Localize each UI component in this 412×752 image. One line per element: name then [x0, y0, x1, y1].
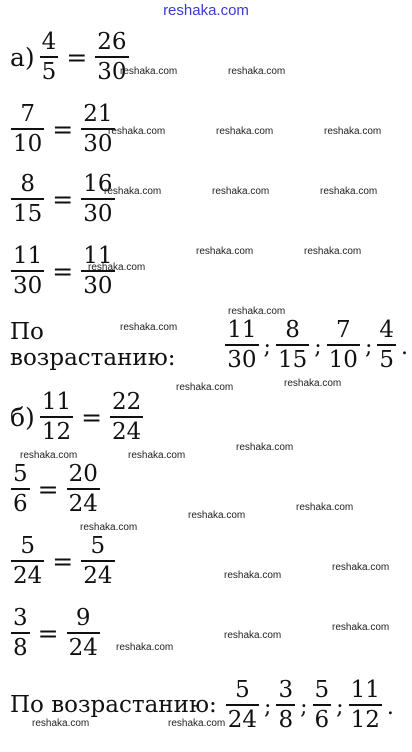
watermark: reshaka.com	[120, 66, 178, 77]
ascending-a	[10, 316, 412, 374]
separator: ;	[264, 694, 272, 720]
watermark: reshaka.com	[212, 186, 270, 197]
watermark: reshaka.com	[88, 262, 146, 273]
watermark: reshaka.com	[216, 126, 274, 137]
fraction: $\frac{5}{24}$	[227, 677, 258, 733]
equals-sign: =	[66, 42, 88, 72]
fraction: $\frac{9}{24}$	[68, 605, 98, 661]
separator: ;	[336, 694, 344, 720]
fraction: $\frac{5}{6}$	[13, 461, 28, 517]
fraction: $\frac{7}{10}$	[13, 101, 43, 157]
fraction: $\frac{5}{6}$	[314, 677, 330, 733]
fraction: $\frac{16}{30}$	[83, 171, 113, 227]
equation-b-4	[10, 604, 101, 662]
separator: ;	[263, 334, 271, 360]
fraction: $\frac{4}{5}$	[41, 29, 57, 85]
fraction: $\frac{11}{30}$	[83, 243, 113, 299]
watermark: reshaka.com	[168, 718, 226, 729]
ascending-label: По возрастанию:	[10, 692, 217, 718]
watermark: reshaka.com	[224, 630, 282, 641]
equation-b-3	[10, 532, 116, 590]
watermark: reshaka.com	[320, 186, 378, 197]
watermark: reshaka.com	[228, 306, 286, 317]
watermark: reshaka.com	[296, 502, 354, 513]
equals-sign: =	[52, 546, 74, 576]
equation-a-1	[10, 28, 130, 86]
watermark: reshaka.com	[284, 378, 342, 389]
equals-sign: =	[37, 618, 59, 648]
watermark: reshaka.com	[104, 186, 162, 197]
separator: .	[386, 694, 394, 720]
equation-b-1	[10, 388, 144, 446]
watermark: reshaka.com	[196, 246, 254, 257]
watermark: reshaka.com	[332, 562, 390, 573]
equals-sign: =	[37, 474, 59, 504]
watermark: reshaka.com	[332, 622, 390, 633]
watermark: reshaka.com	[128, 450, 186, 461]
separator: ;	[314, 334, 322, 360]
equation-a-2	[10, 100, 116, 158]
watermark: reshaka.com	[228, 66, 286, 77]
fraction: $\frac{4}{5}$	[379, 317, 394, 373]
fraction: $\frac{20}{24}$	[68, 461, 98, 517]
separator: ;	[300, 694, 308, 720]
equals-sign: =	[52, 184, 74, 214]
fraction: $\frac{26}{30}$	[97, 29, 127, 85]
separator: ;	[364, 334, 373, 360]
watermark: reshaka.com	[236, 442, 294, 453]
fraction: $\frac{11}{12}$	[350, 677, 380, 733]
watermark: reshaka.com	[120, 322, 178, 333]
fraction: $\frac{5}{24}$	[13, 533, 43, 589]
watermark: reshaka.com	[224, 570, 282, 581]
fraction: $\frac{3}{8}$	[13, 605, 28, 661]
fraction: $\frac{7}{10}$	[328, 317, 358, 373]
watermark: reshaka.com	[32, 718, 90, 729]
fraction: $\frac{8}{15}$	[13, 171, 43, 227]
fraction: $\frac{5}{24}$	[83, 533, 113, 589]
watermark: reshaka.com	[80, 522, 138, 533]
fraction: $\frac{22}{24}$	[112, 389, 142, 445]
separator: .	[401, 334, 408, 360]
watermark: reshaka.com	[324, 126, 382, 137]
watermark: reshaka.com	[304, 246, 362, 257]
fraction: $\frac{21}{30}$	[83, 101, 113, 157]
part-a-label: а)	[10, 42, 35, 72]
watermark-top: reshaka.com	[163, 2, 249, 19]
watermark: reshaka.com	[176, 382, 234, 393]
ascending-label: По возрастанию:	[10, 319, 176, 371]
watermark: reshaka.com	[188, 510, 246, 521]
fraction: $\frac{3}{8}$	[278, 677, 294, 733]
fraction: $\frac{11}{30}$	[13, 243, 43, 299]
equation-b-2	[10, 460, 101, 518]
watermark: reshaka.com	[20, 450, 78, 461]
fraction: $\frac{11}{30}$	[227, 317, 257, 373]
watermark: reshaka.com	[108, 126, 166, 137]
fraction: $\frac{8}{15}$	[277, 317, 308, 373]
equals-sign: =	[52, 114, 74, 144]
equation-a-3	[10, 170, 116, 228]
equals-sign: =	[52, 256, 74, 286]
watermark: reshaka.com	[116, 642, 174, 653]
equals-sign: =	[81, 402, 103, 432]
fraction: $\frac{11}{12}$	[41, 389, 72, 445]
part-b-label: б)	[10, 402, 35, 432]
